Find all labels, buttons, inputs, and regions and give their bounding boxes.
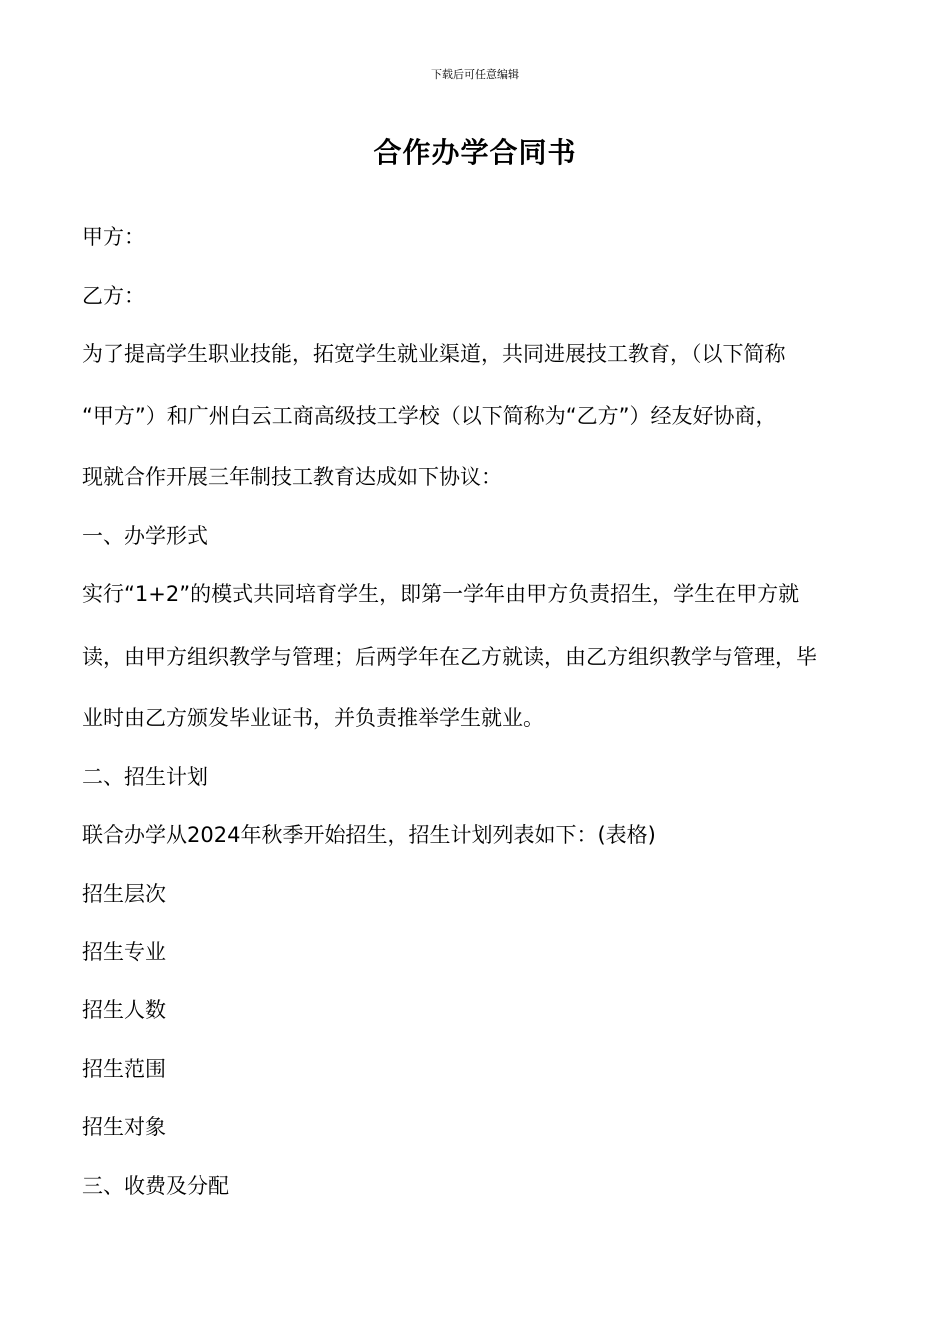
section-1-line-1: 实行“1+2”的模式共同培育学生，即第一学年由甲方负责招生，学生在甲方就	[82, 582, 800, 606]
enrollment-target-item: 招生对象	[82, 1115, 166, 1139]
enrollment-level-item: 招生层次	[82, 882, 166, 906]
preamble-line-3: 现就合作开展三年制技工教育达成如下协议：	[82, 465, 502, 489]
party-a-line: 甲方：	[82, 225, 145, 249]
page-header-note: 下载后可任意编辑	[431, 68, 519, 81]
document-title: 合作办学合同书	[373, 136, 577, 169]
section-heading-3: 三、收费及分配	[82, 1174, 229, 1198]
section-heading-1: 一、办学形式	[82, 524, 208, 548]
section-1-line-2: 读，由甲方组织教学与管理；后两学年在乙方就读，由乙方组织教学与管理，毕	[82, 645, 817, 669]
section-1-line-3: 业时由乙方颁发毕业证书，并负责推举学生就业。	[82, 706, 544, 730]
section-2-line-1: 联合办学从2024年秋季开始招生，招生计划列表如下：(表格)	[82, 823, 656, 847]
party-b-line: 乙方：	[82, 284, 145, 308]
enrollment-scope-item: 招生范围	[82, 1057, 166, 1081]
section-heading-2: 二、招生计划	[82, 765, 208, 789]
enrollment-major-item: 招生专业	[82, 940, 166, 964]
preamble-line-2: “甲方”）和广州白云工商高级技工学校（以下简称为“乙方”）经友好协商，	[82, 404, 777, 428]
enrollment-count-item: 招生人数	[82, 998, 166, 1022]
preamble-line-1: 为了提高学生职业技能，拓宽学生就业渠道，共同进展技工教育，（以下简称	[82, 342, 786, 366]
